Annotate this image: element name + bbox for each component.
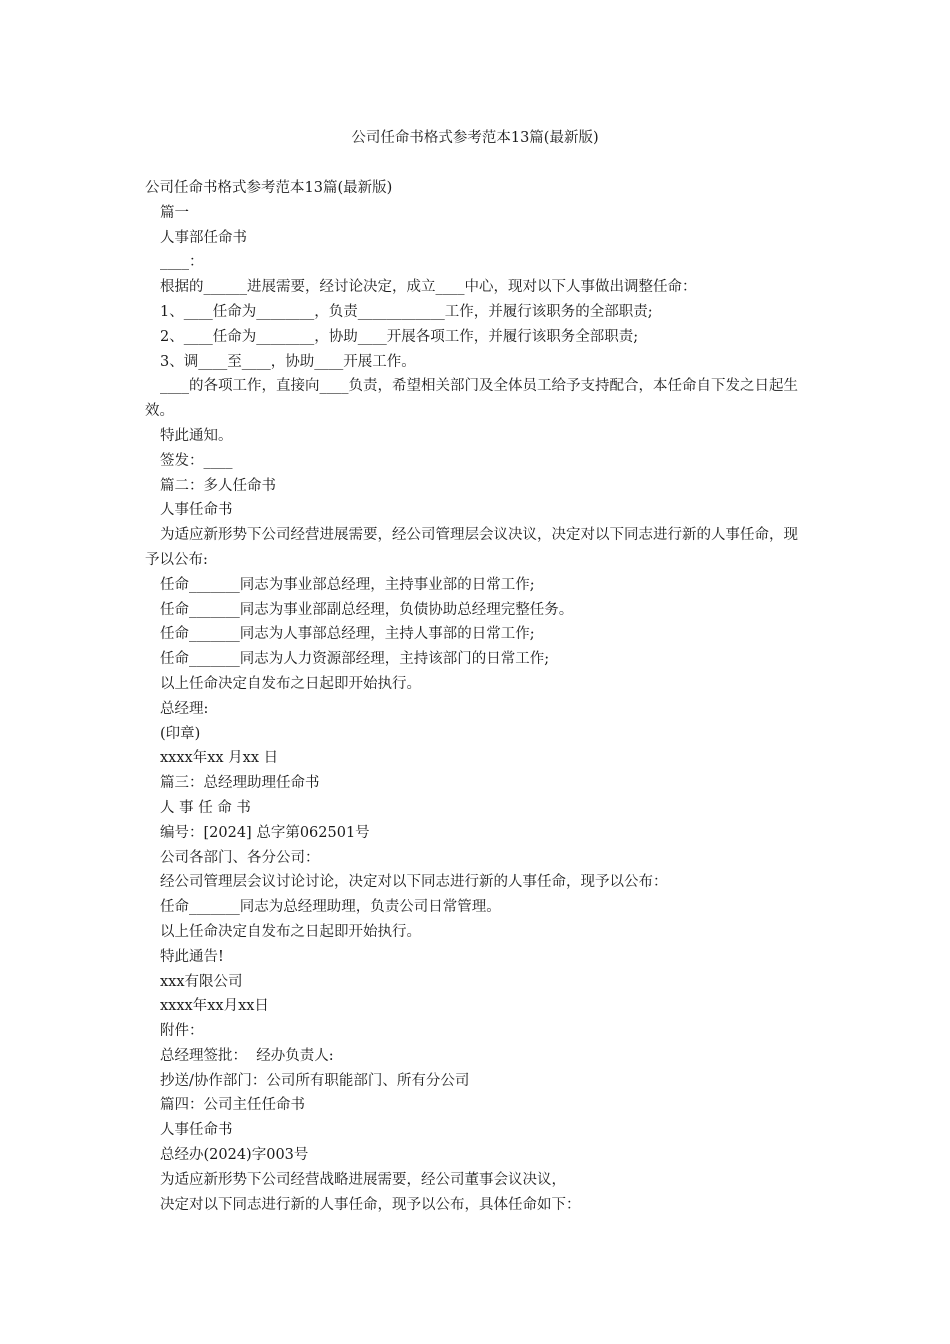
document-line: 以上任命决定自发布之日起即开始执行。 — [160, 923, 421, 940]
document-line: 签发：____ — [160, 452, 233, 469]
document-line: xxx有限公司 — [160, 973, 243, 990]
document-line: 人事任命书 — [160, 1122, 233, 1139]
document-line: 任命_______同志为事业部副总经理，负债协助总经理完整任务。 — [160, 601, 574, 618]
document-line: 决定对以下同志进行新的人事任命，现予以公布，具体任命如下： — [160, 1196, 581, 1213]
document-line: 编号：[2024] 总字第062501号 — [160, 824, 370, 841]
document-line: 抄送/协作部门：公司所有职能部门、所有分公司 — [160, 1072, 470, 1089]
document-line: 任命_______同志为总经理助理，负责公司日常管理。 — [160, 899, 501, 916]
document-line: 篇三：总经理助理任命书 — [160, 775, 320, 792]
document-line: 总经理签批： 经办负责人: — [160, 1047, 334, 1064]
document-line: (印章) — [160, 725, 201, 742]
document-line: 任命_______同志为事业部总经理，主持事业部的日常工作; — [160, 576, 535, 593]
document-line: 为适应新形势下公司经营进展需要，经公司管理层会议决议，决定对以下同志进行新的人事任命，现予以公布: — [145, 527, 798, 568]
document-line: xxxx年xx 月xx 日 — [160, 750, 279, 767]
document-line: ____的各项工作，直接向____负责，希望相关部门及全体员工给予支持配合，本任命自下发之日起生效。 — [145, 378, 798, 420]
document-line: 特此通知。 — [160, 427, 233, 444]
document-line: ____： — [160, 254, 204, 271]
document-title: 公司任命书格式参考范本13篇(最新版) — [351, 130, 599, 146]
document-line: 篇一 — [160, 204, 189, 221]
document-line: 公司任命书格式参考范本13篇(最新版) — [145, 180, 393, 196]
document-line: 以上任命决定自发布之日起即开始执行。 — [160, 675, 421, 692]
document-line: 公司各部门、各分公司： — [160, 849, 320, 866]
document-line: 特此通告! — [160, 948, 224, 965]
document-line: 总经办(2024)字003号 — [160, 1147, 309, 1164]
document-line: 任命_______同志为人力资源部经理，主持该部门的日常工作; — [160, 651, 550, 668]
document-line: 篇四：公司主任任命书 — [160, 1097, 305, 1114]
document-line: 附件： — [160, 1023, 204, 1040]
document-line: 任命_______同志为人事部总经理，主持人事部的日常工作; — [160, 626, 535, 643]
document-line: 总经理: — [160, 700, 209, 717]
document-line: xxxx年xx月xx日 — [160, 998, 269, 1015]
document-line: 3、调____至____，协助____开展工作。 — [160, 353, 416, 370]
document-line: 2、____任命为________，协助____开展各项工作，并履行该职务全部职责; — [160, 328, 639, 345]
document-line: 人事任命书 — [160, 502, 233, 519]
document-line: 人事部任命书 — [160, 229, 247, 246]
document-body — [145, 176, 805, 1217]
document-line: 人 事 任 命 书 — [160, 799, 251, 816]
document-line: 为适应新形势下公司经营战略进展需要，经公司董事会议决议， — [160, 1171, 566, 1188]
document-line: 篇二：多人任命书 — [160, 477, 276, 494]
document-line: 经公司管理层会议讨论讨论，决定对以下同志进行新的人事任命，现予以公布： — [160, 874, 668, 891]
document-line: 根据的______进展需要，经讨论决定，成立____中心，现对以下人事做出调整任命： — [160, 279, 697, 296]
document-line: 1、____任命为________，负责____________工作，并履行该职务的全部职责; — [160, 303, 653, 320]
